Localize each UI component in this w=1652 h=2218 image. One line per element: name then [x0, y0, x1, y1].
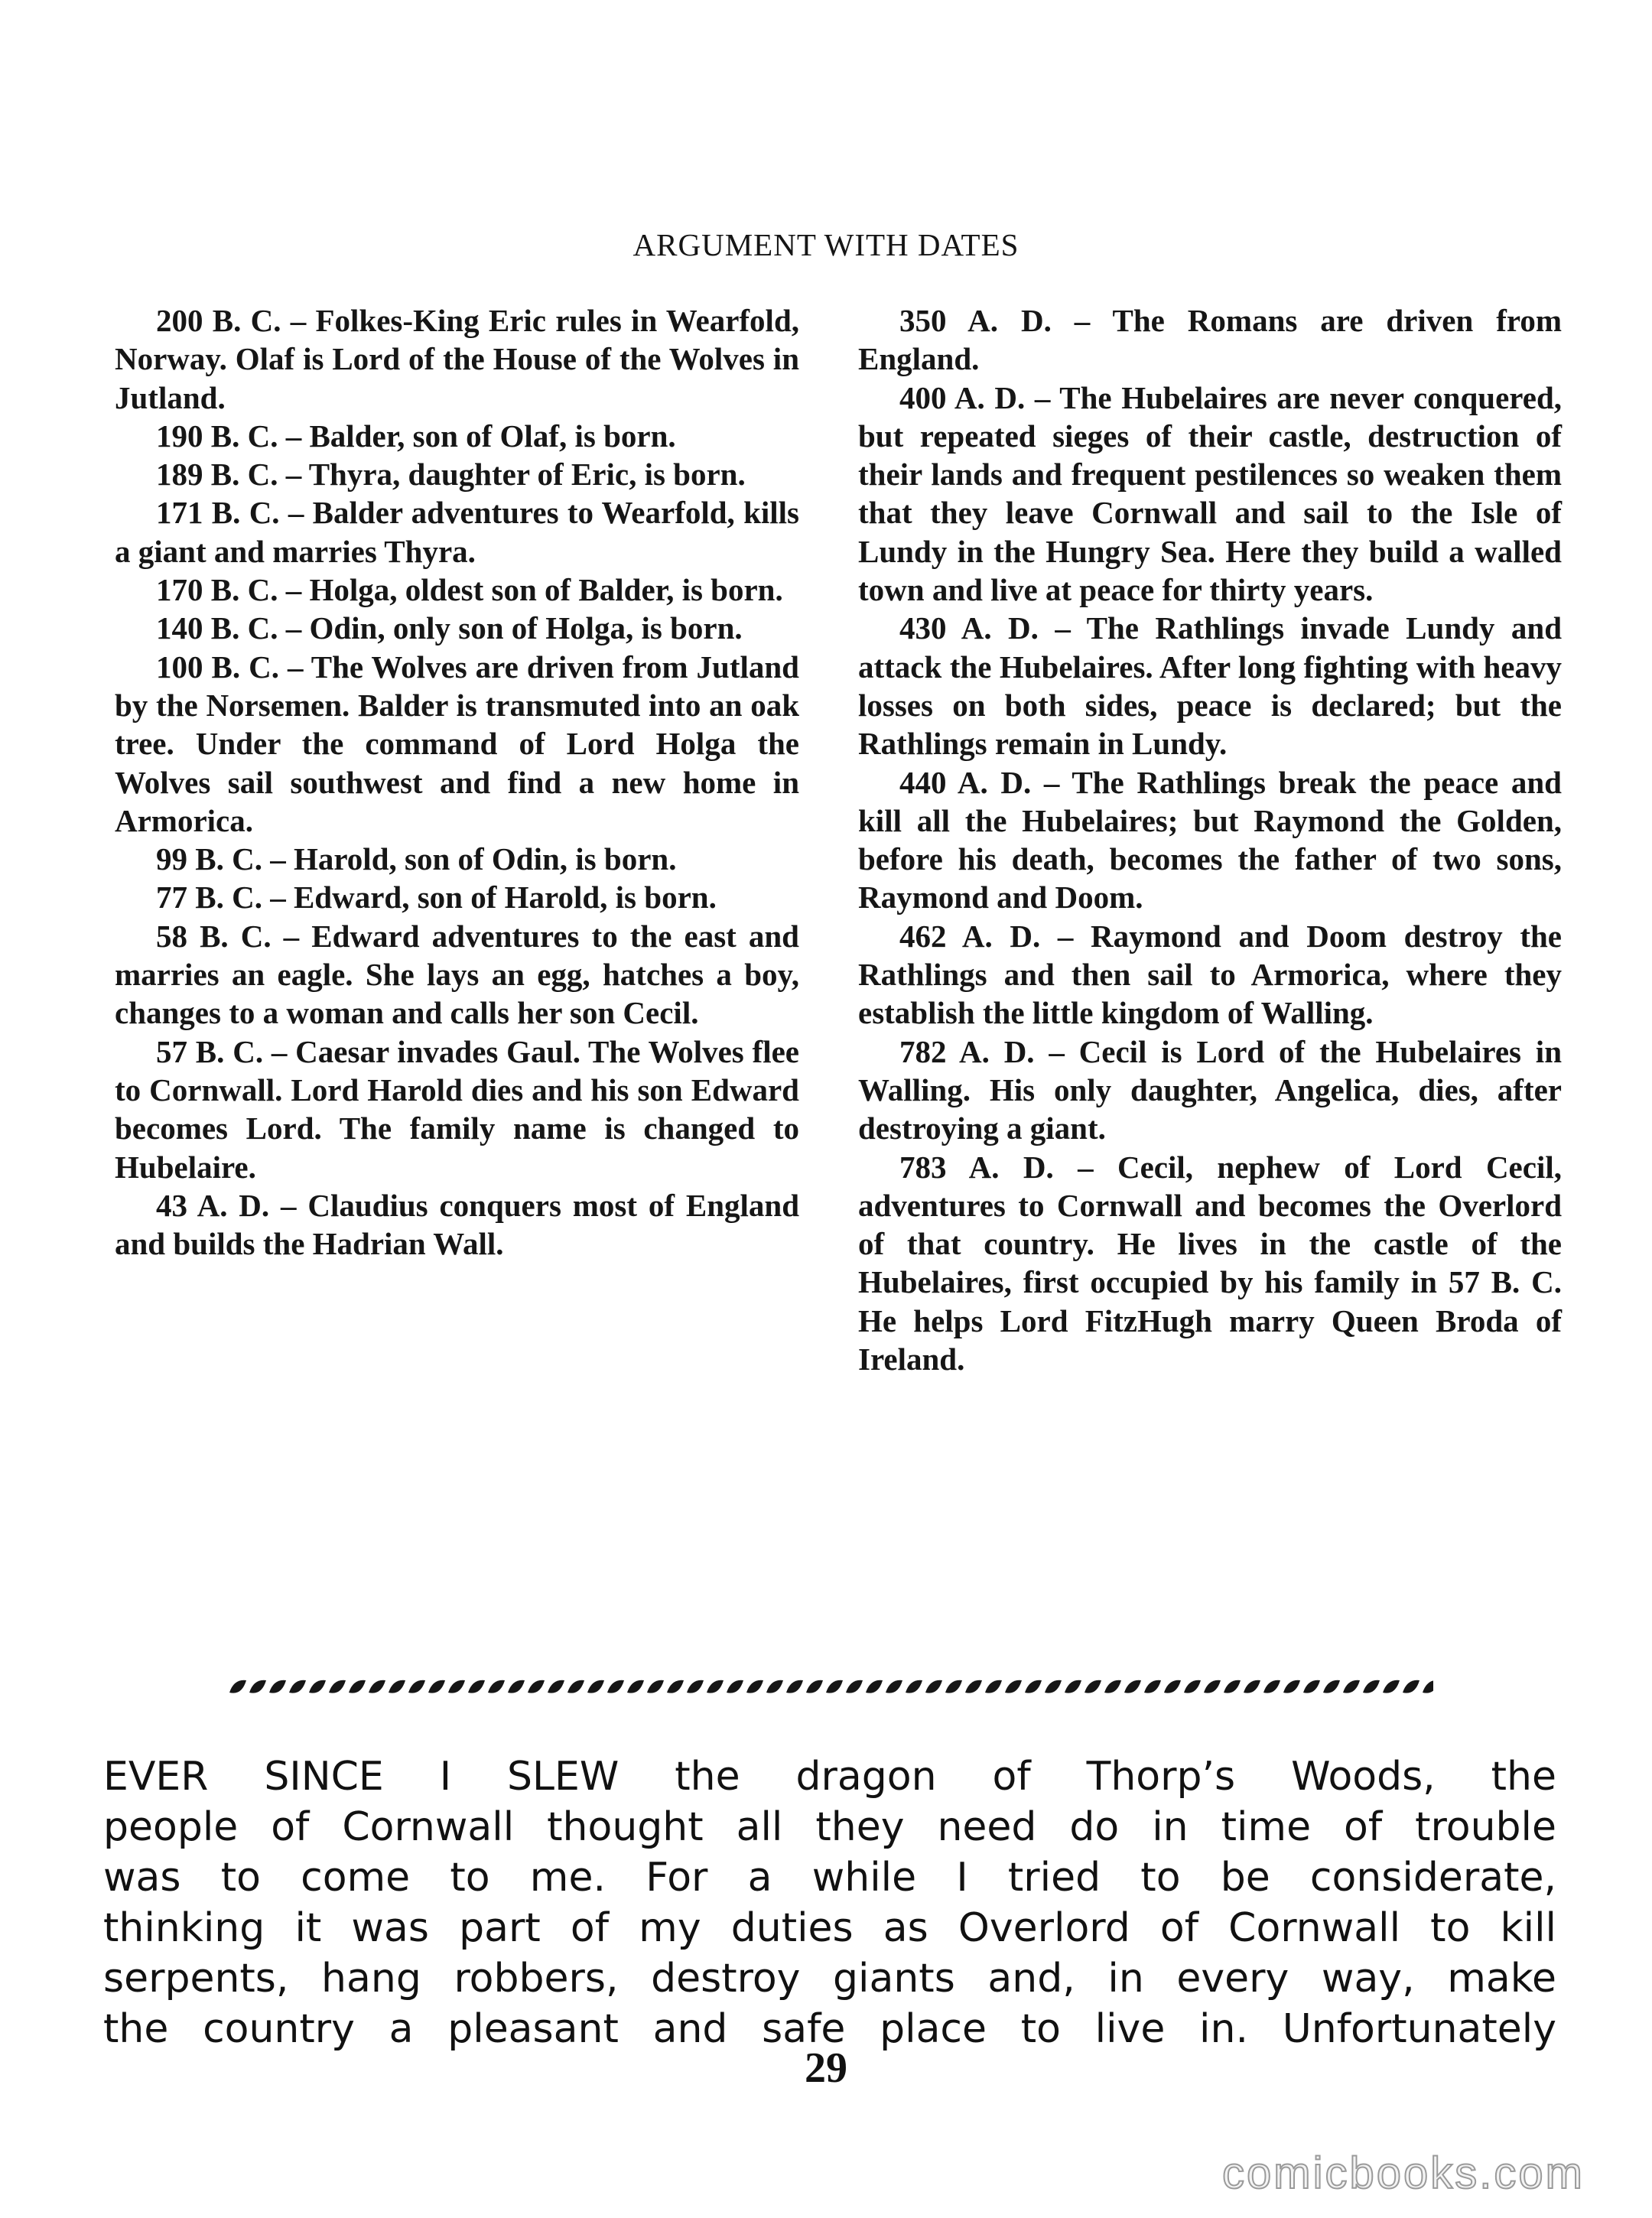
timeline-entry: 171 B. C. – Balder adventures to Wearfold, kills a giant and marries Thyra.: [115, 495, 799, 569]
narrative-line: was to come to me. For a while I tried to be considerate,: [103, 1855, 1556, 1901]
narrative-line: the country a pleasant and safe place to live in. Unfortunately: [103, 2006, 1556, 2052]
page-heading: ARGUMENT WITH DATES: [633, 227, 1019, 262]
timeline-entry: 440 A. D. – The Rathlings break the peace and kill all the Hubelaires; but Raymond the Golden, before his death, becomes the father of two sons, Raymond and Doom.: [858, 764, 1562, 915]
timeline-entry: 782 A. D. – Cecil is Lord of the Hubelaires in Walling. His only daughter, Angelica, dies, after destroying a giant.: [858, 1033, 1562, 1146]
page-number: 29: [805, 2044, 847, 2092]
timeline-entry: 43 A. D. – Claudius conquers most of England and builds the Hadrian Wall.: [115, 1187, 799, 1262]
narrative-line: thinking it was part of my duties as Overlord of Cornwall to kill: [103, 1905, 1556, 1951]
timeline-entry: 350 A. D. – The Romans are driven from England.: [858, 303, 1562, 377]
timeline-entry: 100 B. C. – The Wolves are driven from Jutland by the Norsemen. Balder is transmuted into an oak tree. Under the command of Lord Holga the Wolves sail southwest and find a new home in Armorica.: [115, 649, 799, 838]
timeline-entry: 170 B. C. – Holga, oldest son of Balder, is born.: [156, 572, 783, 608]
timeline-entry: 200 B. C. – Folkes-King Eric rules in Wearfold, Norway. Olaf is Lord of the House of the Wolves in Jutland.: [115, 303, 799, 415]
timeline-left-column: [115, 301, 799, 1263]
timeline-entry: 77 B. C. – Edward, son of Harold, is born.: [156, 880, 717, 915]
narrative-line: EVER SINCE I SLEW the dragon of Thorp’s Woods, the: [103, 1754, 1556, 1800]
timeline-entry: 783 A. D. – Cecil, nephew of Lord Cecil, adventures to Cornwall and becomes the Overlord of that country. He lives in the castle of the Hubelaires, first occupied by his family in 57 B. C. He helps Lord FitzHugh marry Queen Broda of Ireland.: [858, 1149, 1562, 1377]
timeline-entry: 189 B. C. – Thyra, daughter of Eric, is born.: [156, 457, 746, 493]
timeline-entry: 400 A. D. – The Hubelaires are never conquered, but repeated sieges of their castle, destruction of their lands and frequent pestilences so weaken them that they leave Cornwall and sail to the Isle of Lundy in the Hungry Sea. Here they build a walled town and live at peace for thirty years.: [858, 379, 1562, 608]
timeline-entry: 462 A. D. – Raymond and Doom destroy the Rathlings and then sail to Armorica, where they establish the little kingdom of Walling.: [858, 918, 1562, 1031]
timeline-entry: 430 A. D. – The Rathlings invade Lundy and attack the Hubelaires. After long fighting with heavy losses on both sides, peace is declared; but the Rathlings remain in Lundy.: [858, 610, 1562, 762]
timeline-entry: 57 B. C. – Caesar invades Gaul. The Wolves flee to Cornwall. Lord Harold dies and his son Edward becomes Lord. The family name is changed to Hubelaire.: [115, 1033, 799, 1185]
narrative-line: people of Cornwall thought all they need do in time of trouble: [103, 1804, 1556, 1850]
ornamental-divider-icon: [226, 1676, 1433, 1699]
timeline-right-column: [858, 301, 1562, 1378]
narrative-text: [103, 1751, 1556, 2054]
timeline-entry: 58 B. C. – Edward adventures to the east and marries an eagle. She lays an egg, hatches a boy, changes to a woman and calls her son Cecil.: [115, 918, 799, 1031]
watermark: comicbooks.com: [1222, 2148, 1585, 2198]
timeline-entry: 140 B. C. – Odin, only son of Holga, is born.: [156, 610, 743, 646]
timeline-entry: 99 B. C. – Harold, son of Odin, is born.: [156, 841, 677, 877]
narrative-line: serpents, hang robbers, destroy giants and, in every way, make: [103, 1956, 1556, 2002]
timeline-entry: 190 B. C. – Balder, son of Olaf, is born.: [156, 418, 676, 454]
ornamental-divider: [226, 1676, 1433, 1699]
